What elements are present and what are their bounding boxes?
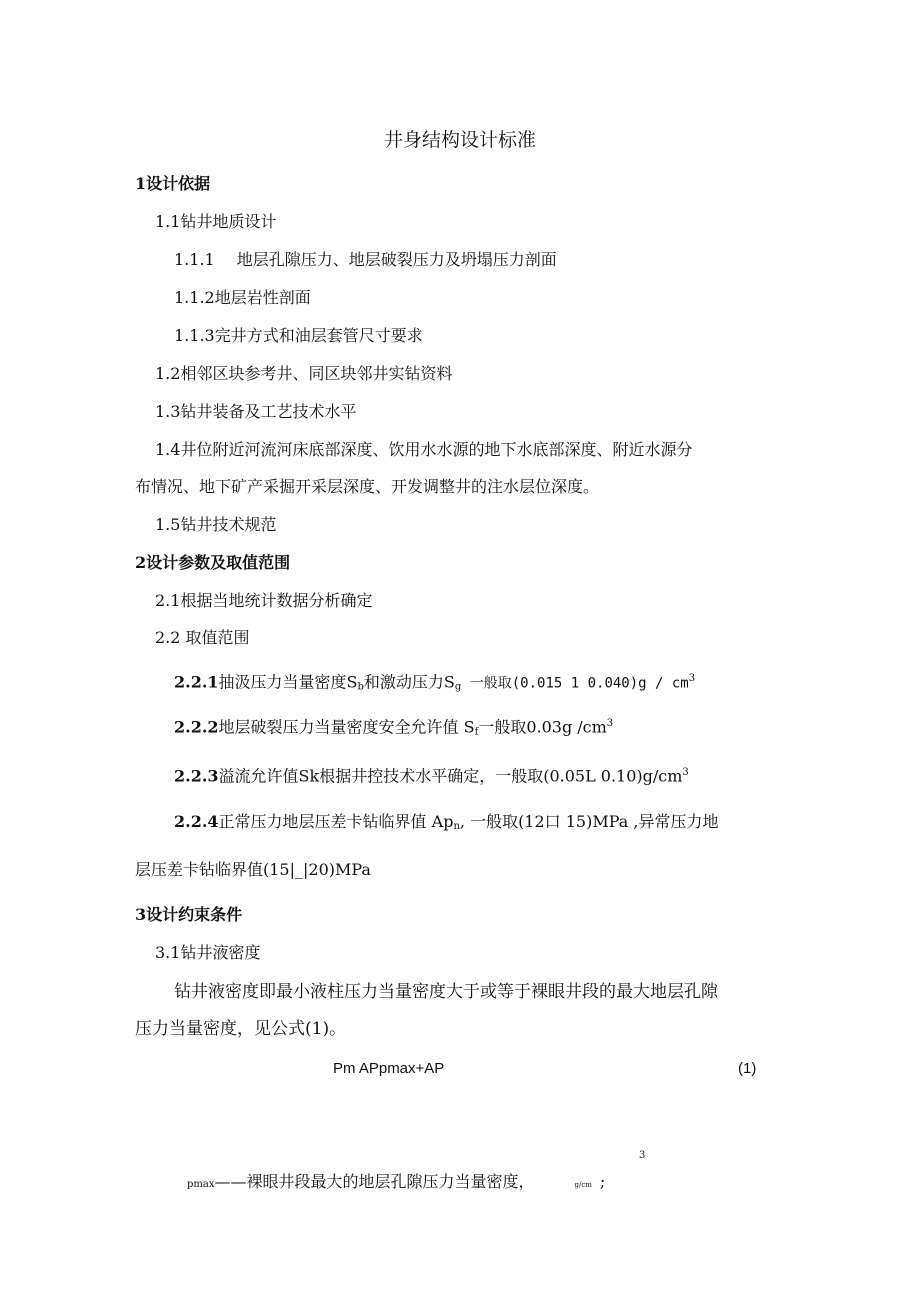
document-title: 井身结构设计标准	[383, 129, 536, 151]
item-2-2-1: 2.2.1抽汲压力当量密度Sb和激动压力Sg 一般取(0.015 1 $0.040)g / cm^3$	[174, 672, 696, 693]
item-1-1-3: 1.1.3完井方式和油层套管尺寸要求	[174, 326, 423, 345]
item-3-1: 3.1钻井液密度	[155, 943, 261, 962]
item-2-2-3-number: 2.2.3	[174, 766, 219, 786]
item-1-1-1-number: 1.1.1	[174, 250, 215, 269]
item-2-2-4-line1: 2.2.4正常压力地层压差卡钻临界值 Apn, 一般取(12口 15)MPa ,异常压力地	[174, 812, 719, 832]
item-2-2-4-line2: 层压差卡钻临界值(15|_|20)MPa	[135, 860, 371, 879]
formula-1: Pm APpmax+AP	[333, 1060, 445, 1077]
item-1-2: 1.2相邻区块参考井、同区块邻井实钻资料	[155, 364, 453, 383]
paragraph-line1: 钻井液密度即最小液柱压力当量密度大于或等于裸眼井段的最大地层孔隙	[174, 982, 718, 1002]
item-2-2-3: 2.2.3溢流允许值Sk根据井控技术水平确定，一般取(0.05L $0.10)g/cm^3$	[174, 766, 689, 786]
section-3-heading: 3设计约束条件	[135, 905, 243, 924]
unit-superscript: 3	[639, 1150, 646, 1161]
item-1-4-line1: 1.4井位附近河流河床底部深度、饮用水水源的地下水底部深度、附近水源分	[155, 440, 693, 459]
paragraph-line2: 压力当量密度，见公式(1)。	[135, 1019, 347, 1039]
variable-definition: pmax——裸眼井段最大的地层孔隙压力当量密度， g/cm ;	[187, 1172, 606, 1191]
formula-1-number: (1)	[738, 1060, 757, 1077]
item-1-4-line2: 布情况、地下矿产采掘开采层深度、开发调整井的注水层位深度。	[135, 477, 600, 496]
item-1-1: 1.1钻井地质设计	[155, 212, 277, 231]
item-1-3: 1.3钻井装备及工艺技术水平	[155, 402, 357, 421]
item-2-2-2-number: 2.2.2	[174, 717, 219, 737]
variable-symbol: pmax	[187, 1179, 215, 1190]
item-2-2: 2.2 取值范围	[155, 628, 250, 647]
item-2-2-2: 2.2.2地层破裂压力当量密度安全允许值 Sf一般取0.03g $/cm^3$	[174, 717, 614, 738]
item-2-1: 2.1根据当地统计数据分析确定	[155, 591, 373, 610]
section-2-heading: 2设计参数及取值范围	[135, 553, 291, 572]
item-1-1-1-text: 地层孔隙压力、地层破裂压力及坍塌压力剖面	[236, 250, 557, 269]
item-1-1-2: 1.1.2地层岩性剖面	[174, 288, 311, 307]
section-1-heading: 1设计依据	[135, 174, 211, 193]
item-1-1-1	[174, 250, 557, 270]
item-2-2-1-number: 2.2.1	[174, 672, 219, 692]
variable-unit: g/cm	[574, 1181, 592, 1189]
item-2-2-4-number: 2.2.4	[174, 812, 219, 831]
item-1-5: 1.5钻井技术规范	[155, 515, 277, 534]
